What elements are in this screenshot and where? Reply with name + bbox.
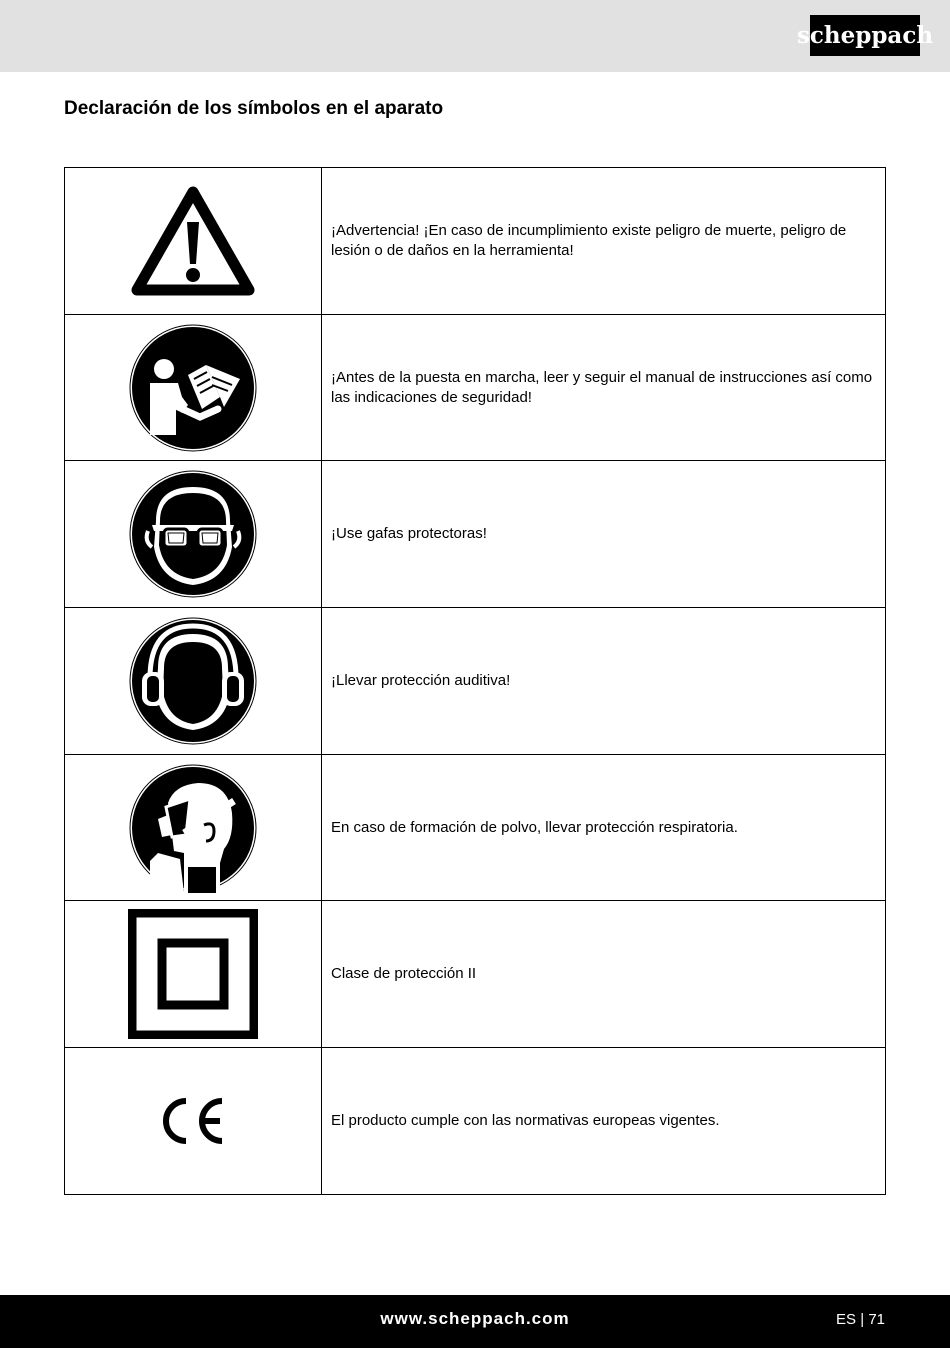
icon-cell [65,168,322,315]
symbol-description: ¡Antes de la puesta en marcha, leer y seguir el manual de instrucciones así como las indicaciones de seguridad! [322,314,886,461]
symbol-description: En caso de formación de polvo, llevar protección respiratoria. [322,754,886,901]
page-title: Declaración de los símbolos en el aparato [64,98,444,119]
symbol-description: Clase de protección II [322,901,886,1048]
table-row [65,461,886,608]
icon-cell [65,1048,322,1195]
page-indicator [836,1311,885,1328]
footer-website: www.scheppach.com [380,1309,570,1328]
table-row [65,901,886,1048]
symbols-table [64,167,886,1195]
warning-triangle-icon [131,186,255,296]
symbol-description: ¡Llevar protección auditiva! [322,608,886,755]
page-footer [0,1295,950,1348]
ce-mark-icon [158,1096,228,1146]
read-manual-icon [128,323,258,453]
icon-cell [65,608,322,755]
symbol-description: ¡Advertencia! ¡En caso de incumplimiento existe peligro de muerte, peligro de lesión o de daños en la herramienta! [322,168,886,315]
table-row [65,608,886,755]
ear-protection-icon [128,616,258,746]
icon-cell [65,754,322,901]
protection-class-ii-icon [128,909,258,1039]
safety-goggles-icon [128,469,258,599]
page-number: 71 [868,1311,885,1328]
page-header-bar [0,0,950,72]
icon-cell [65,901,322,1048]
table-row [65,1048,886,1195]
table-row [65,314,886,461]
table-row [65,754,886,901]
scheppach-logo [796,15,934,56]
separator: | [860,1311,865,1328]
logo-text: scheppach [796,22,934,49]
table-row [65,168,886,315]
language-code: ES [836,1311,857,1328]
icon-cell [65,461,322,608]
symbol-description: ¡Use gafas protectoras! [322,461,886,608]
icon-cell [65,314,322,461]
symbol-description: El producto cumple con las normativas europeas vigentes. [322,1048,886,1195]
respiratory-protection-icon [128,763,258,893]
